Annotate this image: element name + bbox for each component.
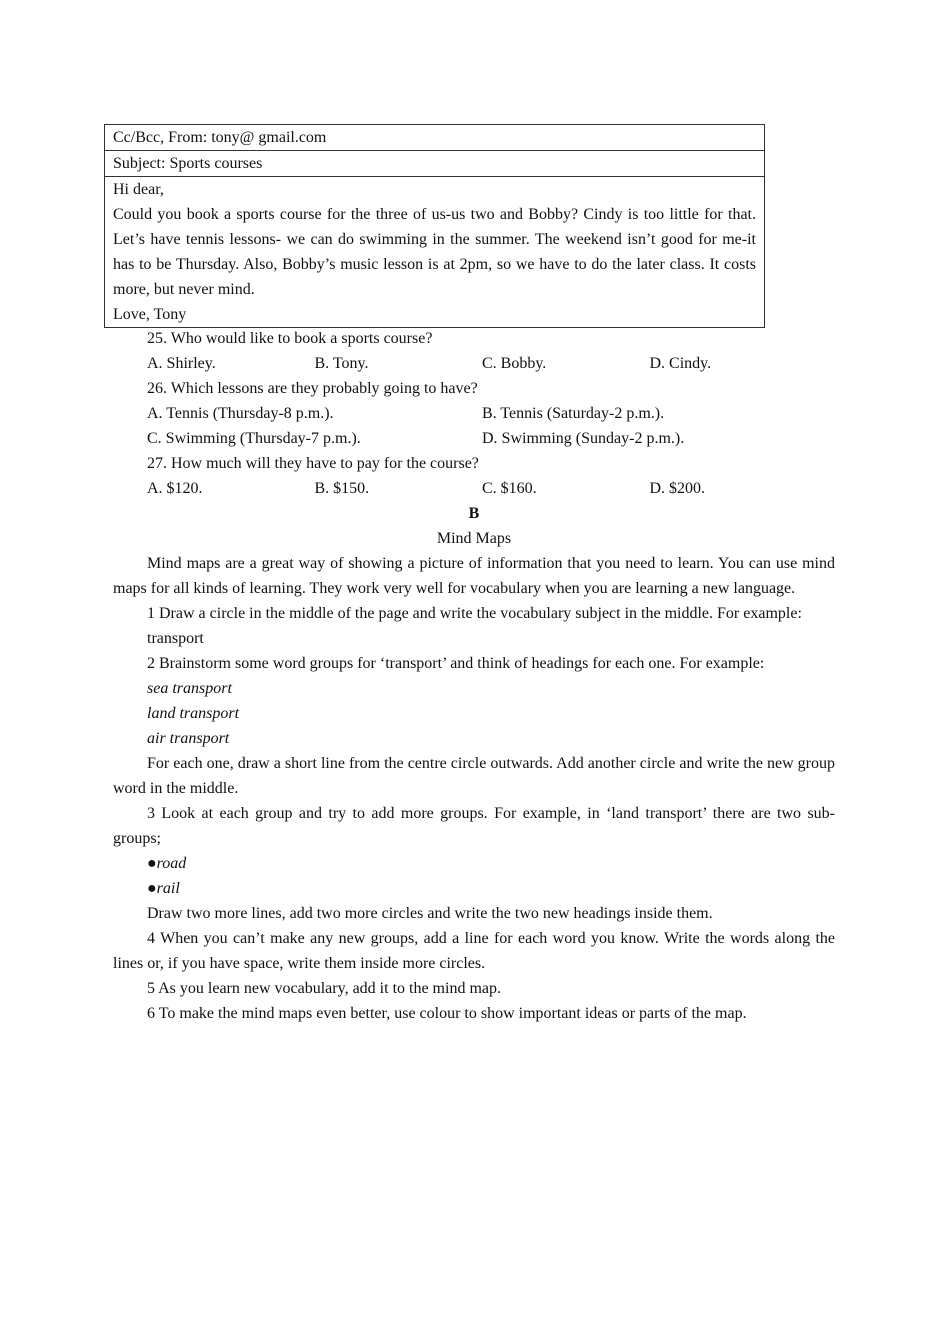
option-a: A. Shirley.	[147, 355, 216, 372]
question-26: 26. Which lessons are they probably going to have?	[147, 380, 478, 397]
step-1-example: transport	[147, 630, 204, 647]
question-25: 25. Who would like to book a sports course?	[147, 330, 433, 347]
bullet-item	[113, 876, 835, 901]
question-26-options-row1	[113, 401, 835, 426]
email-subject: Subject: Sports courses	[105, 151, 764, 177]
option-c: C. Swimming (Thursday-7 p.m.).	[147, 430, 361, 447]
email-body: Could you book a sports course for the three of us-us two and Bobby? Cindy is too little for that. Let’s have tennis lessons- we can do swimming in the summer. The weekend isn’t good for me-it has to be Thursday. Also, Bobby’s music lesson is at 2pm, so we have to do the later class. It costs more, but never mind.	[113, 206, 756, 298]
step-2-follow: For each one, draw a short line from the centre circle outwards. Add another circle and write the new group word in the middle.	[113, 755, 835, 797]
option-d: D. Swimming (Sunday-2 p.m.).	[482, 430, 685, 447]
question-26-options-row2	[113, 426, 835, 451]
option-c: C. Bobby.	[482, 355, 547, 372]
option-a: A. $120.	[147, 480, 203, 497]
option-a: A. Tennis (Thursday-8 p.m.).	[147, 405, 334, 422]
option-d: D. Cindy.	[649, 355, 712, 372]
email-from: Cc/Bcc, From: tony@ gmail.com	[105, 125, 764, 151]
email-signoff: Love, Tony	[113, 306, 187, 323]
bullet-icon: ●	[147, 855, 157, 872]
option-b: B. $150.	[314, 480, 370, 497]
intro-paragraph: Mind maps are a great way of showing a picture of information that you need to learn. You can use mind maps for all kinds of learning. They work very well for vocabulary when you are learning a new language.	[113, 555, 835, 597]
step-2-example: air transport	[147, 730, 230, 747]
step-4: 4 When you can’t make any new groups, add a line for each word you know. Write the words along the lines or, if you have space, write them inside more circles.	[113, 930, 835, 972]
option-c: C. $160.	[482, 480, 537, 497]
step-2-example: land transport	[147, 705, 240, 722]
section-title: Mind Maps	[436, 530, 512, 547]
question-25-options	[113, 351, 835, 376]
option-b: B. Tony.	[314, 355, 369, 372]
step-5: 5 As you learn new vocabulary, add it to the mind map.	[147, 980, 501, 997]
bullet-icon: ●	[147, 880, 157, 897]
step-1: 1 Draw a circle in the middle of the page and write the vocabulary subject in the middle. For example:	[147, 605, 802, 622]
main-content	[113, 326, 835, 1026]
email-greeting: Hi dear,	[113, 181, 164, 198]
option-b: B. Tennis (Saturday-2 p.m.).	[482, 405, 665, 422]
bullet-text: road	[156, 855, 187, 872]
step-3: 3 Look at each group and try to add more groups. For example, in ‘land transport’ there are two sub-groups;	[113, 805, 835, 847]
step-6: 6 To make the mind maps even better, use colour to show important ideas or parts of the map.	[147, 1005, 747, 1022]
step-3-follow: Draw two more lines, add two more circles and write the two new headings inside them.	[147, 905, 713, 922]
bullet-item	[113, 851, 835, 876]
email-box	[104, 124, 765, 328]
question-27-options	[113, 476, 835, 501]
step-2-example: sea transport	[147, 680, 232, 697]
option-d: D. $200.	[649, 480, 706, 497]
question-27: 27. How much will they have to pay for the course?	[147, 455, 479, 472]
step-2: 2 Brainstorm some word groups for ‘transport’ and think of headings for each one. For example:	[147, 655, 765, 672]
section-letter: B	[468, 505, 480, 522]
bullet-text: rail	[156, 880, 180, 897]
